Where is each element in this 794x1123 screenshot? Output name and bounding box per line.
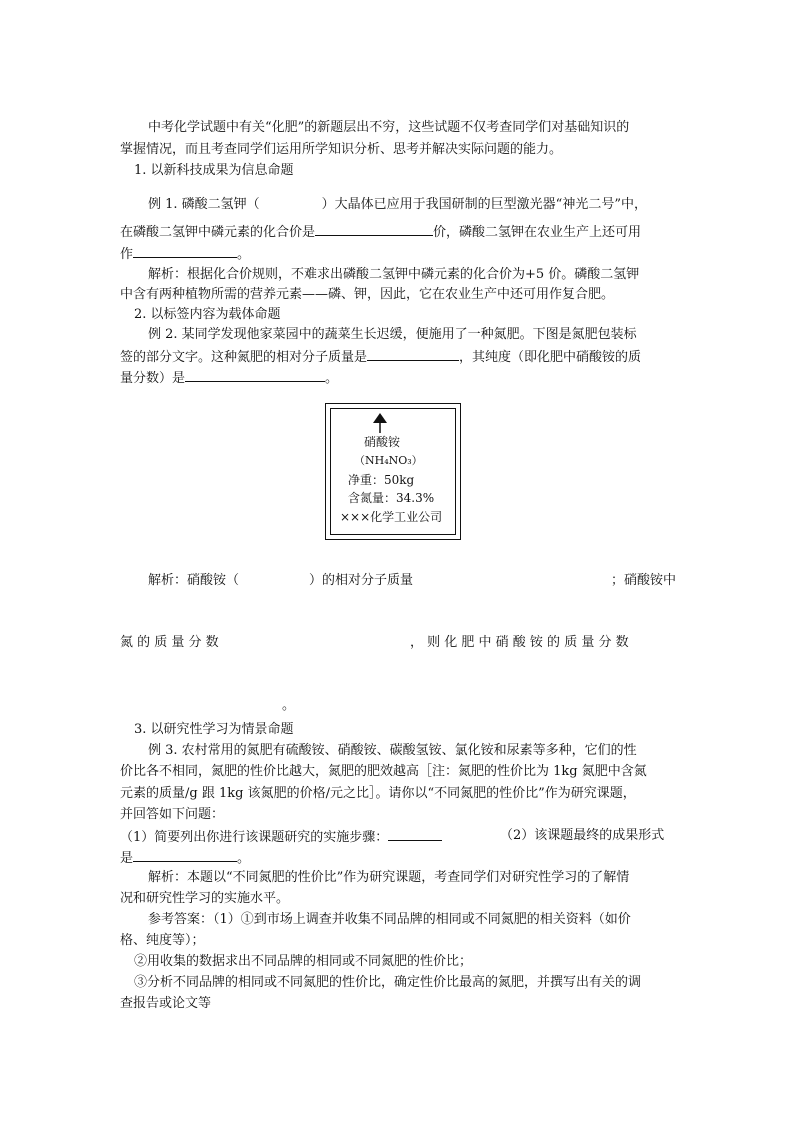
arrow-up-icon (372, 412, 388, 434)
question-2-text-b: 是 (120, 851, 134, 866)
example3-line2: 价比各不相同，氮肥的性价比越大，氮肥的肥效越高［注：氮肥的性价比为 1kg 氮肥中含氮 (120, 764, 647, 779)
answer-blank-use[interactable] (133, 243, 237, 258)
answer-line2: 格、纯度等）； (120, 933, 205, 948)
question-2: （2）该课题最终的成果形式 (500, 828, 665, 843)
example3-line1: 例 3. 农村常用的氮肥有硫酸铵、硝酸铵、碳酸氢铵、氯化铵和尿素等多种，它们的性 (148, 743, 637, 758)
example1-text-e: 作 (120, 247, 134, 262)
example1-line3 (120, 243, 676, 265)
analysis3-line2: 况和研究性学习的实施水平。 (120, 891, 290, 906)
section3-heading: 3. 以研究性学习为情景命题 (134, 722, 294, 737)
label-net-weight: 净重：50kg (348, 473, 415, 487)
answer-line3: ②用收集的数据求出不同品牌的相同或不同氮肥的性价比； (134, 954, 473, 969)
example1-text-f: 。 (237, 247, 251, 262)
intro-line-2: 掌握情况，而且考查同学们运用所学知识分析、思考并解决实际问题的能力。 (120, 142, 563, 157)
example2-text-d: 量分数）是 (120, 371, 186, 386)
example3-line4: 并回答如下问题： (120, 807, 225, 822)
analysis2-line2 (120, 633, 676, 653)
analysis3-line1: 解析：本题以“不同氮肥的性价比”作为研究课题，考查同学们对研究性学习的了解情 (148, 870, 630, 885)
label-nitrogen-content: 含氮量：34.3% (348, 491, 435, 505)
label-company: ×××化学工业公司 (340, 510, 443, 524)
answer-line4: ③分析不同品牌的相同或不同氮肥的性价比，确定性价比最高的氮肥，并撰写出有关的调 (134, 975, 642, 990)
answer-blank-molar-mass[interactable] (367, 346, 459, 361)
example3-line3: 元素的质量/g 跟 1kg 该氮肥的价格/元之比］。请你以“不同氮肥的性价比”作为研究课题， (120, 786, 636, 801)
answer-blank-valence[interactable] (315, 221, 433, 236)
example1-text-a: 例 1. 磷酸二氢钾（ (148, 197, 260, 212)
analysis1-line2: 中含有两种植物所需的营养元素——磷、钾，因此，它在农业生产中还可用作复合肥。 (120, 287, 615, 302)
answer-blank-steps[interactable] (388, 826, 442, 841)
example1-text-c: 在磷酸二氢钾中磷元素的化合价是 (120, 225, 316, 240)
question-1: （1）简要列出你进行该课题研究的实施步骤： (120, 830, 389, 845)
example1-line1 (148, 195, 704, 215)
intro-line-1: 中考化学试题中有关“化肥”的新题层出不穷，这些试题不仅考查同学们对基础知识的 (148, 120, 630, 135)
label-formula: （NH₄NO₃） (354, 454, 423, 467)
example2-line2 (120, 346, 676, 368)
example2-text-e: 。 (325, 371, 339, 386)
analysis2-text-d: 氮 的 质 量 分 数 (120, 635, 219, 650)
answer-blank-purity[interactable] (185, 367, 325, 382)
analysis2-text-c: ；硝酸铵中 (610, 573, 676, 588)
example1-line2 (120, 221, 676, 243)
analysis2-text-b: ）的相对分子质量 (309, 573, 414, 588)
analysis2-text-e: ， 则 化 肥 中 硝 酸 铵 的 质 量 分 数 (410, 635, 629, 650)
example2-line3 (120, 367, 676, 389)
analysis2-line1 (148, 571, 676, 591)
question-2-text-c: 。 (237, 851, 251, 866)
question-line (120, 826, 676, 848)
example2-text-b: 签的部分文字。这种氮肥的相对分子质量是 (120, 350, 368, 365)
answer-blank-result-form[interactable] (133, 847, 237, 862)
section2-heading: 2. 以标签内容为载体命题 (134, 307, 281, 322)
example1-text-d: 价，磷酸二氢钾在农业生产上还可用 (433, 225, 642, 240)
answer-line5: 查报告或论文等 (120, 996, 212, 1011)
analysis2-text-a: 解析：硝酸铵（ (148, 573, 240, 588)
section1-heading: 1. 以新科技成果为信息命题 (134, 163, 294, 178)
example2-line1: 例 2. 某同学发现他家菜园中的蔬菜生长迟缓，便施用了一种氮肥。下图是氮肥包装标 (148, 327, 637, 342)
label-product-name: 硝酸铵 (364, 435, 401, 449)
analysis2-end: 。 (282, 698, 296, 713)
example1-text-b: ）大晶体已应用于我国研制的巨型激光器“神光二号”中， (321, 197, 647, 212)
answer-line1: 参考答案：（1）①到市场上调查并收集不同品牌的相同或不同氮肥的相关资料（如价 (148, 912, 631, 927)
analysis1-line1: 解析：根据化合价规则，不难求出磷酸二氢钾中磷元素的化合价为+5 价。磷酸二氢钾 (148, 267, 640, 282)
question-2-continued (120, 847, 676, 869)
example2-text-c: ，其纯度（即化肥中硝酸铵的质 (459, 350, 642, 365)
